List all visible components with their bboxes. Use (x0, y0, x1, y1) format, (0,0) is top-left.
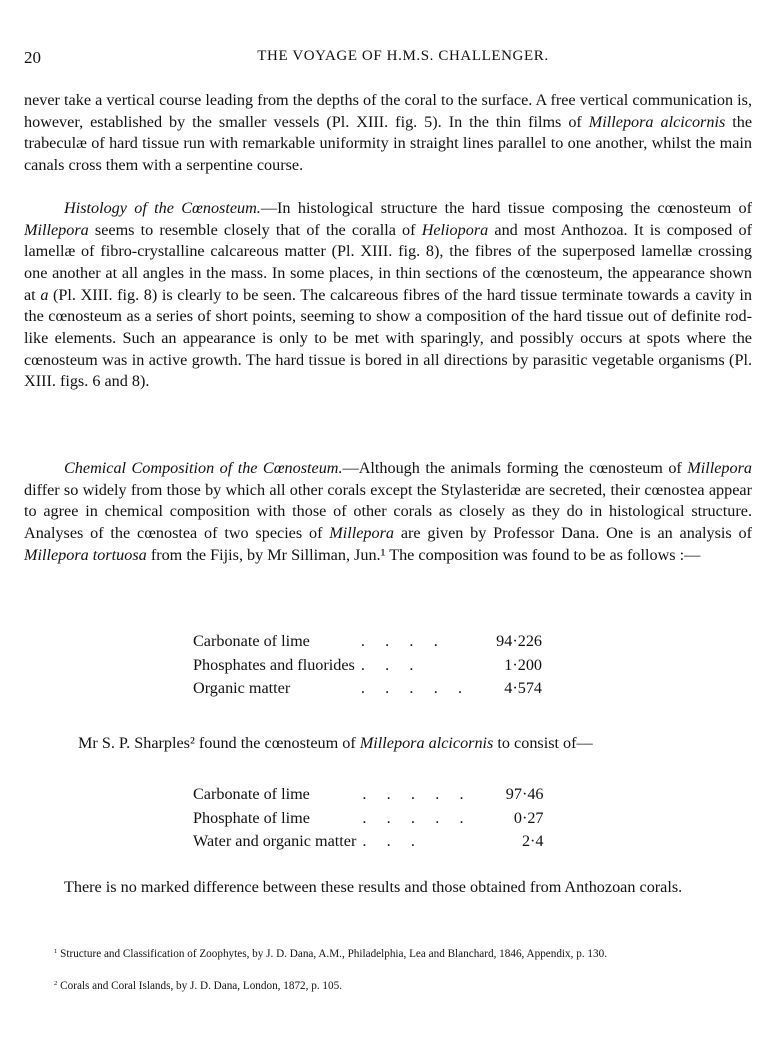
paragraph-chemical-composition (24, 458, 752, 566)
table-row (193, 654, 542, 678)
text-run: never take a vertical course leading from the depths of the coral to the surface. A free vertical communication is, however, established by the smaller vessels (Pl. XIII. fig. 5). In the thin films of (24, 91, 752, 131)
text-run: (Pl. XIII. fig. 8) is clearly to be seen. The calcareous fibres of the hard tissue terminate towards a cavity in the cœnosteum as a series of short points, seeming to show a composition of the hard tissue out of definite rod-like elements. Such an appearance is only to be met with sparingly, and possibly occurs at spots where the cœnosteum was in active growth. The hard tissue is bored in all directions by parasitic vegetable organisms (Pl. XIII. figs. 6 and 8). (24, 285, 752, 391)
leader-dots: . . . . . (360, 679, 463, 697)
row-value: 2·4 (521, 832, 544, 850)
paragraph-sharples (78, 733, 776, 755)
leader-dots: . . . . . (362, 785, 464, 803)
footnote-mark: 2 (54, 979, 58, 987)
table-row (193, 677, 542, 701)
italic-text: Millepora alcicornis (359, 734, 494, 752)
italic-text: a (40, 285, 49, 304)
footnote-1 (24, 946, 752, 962)
text-run: differ so widely from those by which all other corals except the Stylasteridæ are secreted, their cœnostea appear to agree in chemical composition with those of other corals as closely as they do in histological structure. Analyses of the cœnostea of two species of (24, 480, 752, 542)
italic-text: Millepora tortuosa (24, 545, 147, 564)
text-run: to consist of— (493, 734, 593, 752)
running-title: THE VOYAGE OF H.M.S. CHALLENGER. (257, 48, 549, 64)
italic-text: Millepora alcicornis (588, 112, 726, 131)
row-label: Water and organic matter (193, 832, 357, 850)
text-run: —In histological structure the hard tissue composing the cœnosteum of (260, 199, 752, 217)
composition-table-tortuosa (193, 630, 542, 701)
table-row (193, 783, 544, 807)
table-row (193, 830, 544, 854)
leader-dots: . . . (360, 655, 414, 674)
row-label: Organic matter (193, 679, 291, 697)
text-run: from the Fijis, by Mr Silliman, Jun.¹ The composition was found to be as follows :— (146, 545, 701, 564)
italic-text: Millepora (687, 459, 752, 477)
footnote-2 (24, 978, 752, 994)
italic-text: Histology of the Cœnosteum. (64, 199, 261, 217)
text-run: There is no marked difference between these results and those obtained from Anthozoan corals. (64, 878, 683, 896)
row-value: 97·46 (505, 785, 544, 803)
table-row (193, 630, 542, 654)
row-label: Phosphates and fluorides (193, 655, 355, 674)
paragraph-histology (24, 198, 752, 393)
row-label: Phosphate of lime (193, 808, 310, 827)
text-run: —Although the animals forming the cœnosteum of (342, 459, 688, 477)
text-run: are given by Professor Dana. One is an analysis of (394, 523, 752, 542)
text-run: Mr S. P. Sharples² found the cœnosteum of (78, 734, 360, 752)
row-value: 4·574 (504, 679, 543, 697)
paragraph-conclusion (24, 877, 752, 899)
text-run: seems to resemble closely that of the coralla of (88, 220, 422, 239)
paragraph-vessels (24, 90, 752, 177)
row-value: 94·226 (496, 632, 543, 650)
footnote-text: Structure and Classification of Zoophytes, by J. D. Dana, A.M., Philadelphia, Lea and Blanchard, 1846, Appendix, p. 130. (57, 948, 607, 960)
italic-text: Millepora (329, 523, 395, 542)
page-number: 20 (24, 48, 41, 67)
row-label: Carbonate of lime (193, 785, 310, 803)
leader-dots: . . . (362, 832, 415, 850)
row-label: Carbonate of lime (193, 632, 310, 650)
italic-text: Heliopora (421, 220, 489, 239)
italic-text: Chemical Composition of the Cœnosteum. (64, 459, 343, 477)
leader-dots: . . . . . (362, 808, 464, 827)
text-run: and most Anthozoa. It is composed of lamellæ of fibro-crystalline calcareous matter (Pl. XIII. fig. 8), the fibres of the superposed lamellæ crossing one another at all angles in the mass. In some places, in thin sections of the cœnosteum, the appearance shown at (24, 220, 752, 304)
composition-table-alcicornis (193, 783, 544, 854)
text-run: the trabeculæ of hard tissue run with remarkable uniformity in straight lines parallel to one another, whilst the main canals cross them with a serpentine course. (24, 112, 753, 174)
footnote-mark: 1 (54, 947, 58, 955)
row-value: 1·200 (504, 655, 543, 674)
italic-text: Millepora (24, 220, 89, 239)
footnote-text: Corals and Coral Islands, by J. D. Dana, London, 1872, p. 105. (57, 980, 342, 992)
leader-dots: . . . . (360, 632, 438, 650)
row-value: 0·27 (513, 808, 544, 827)
table-row (193, 807, 544, 831)
